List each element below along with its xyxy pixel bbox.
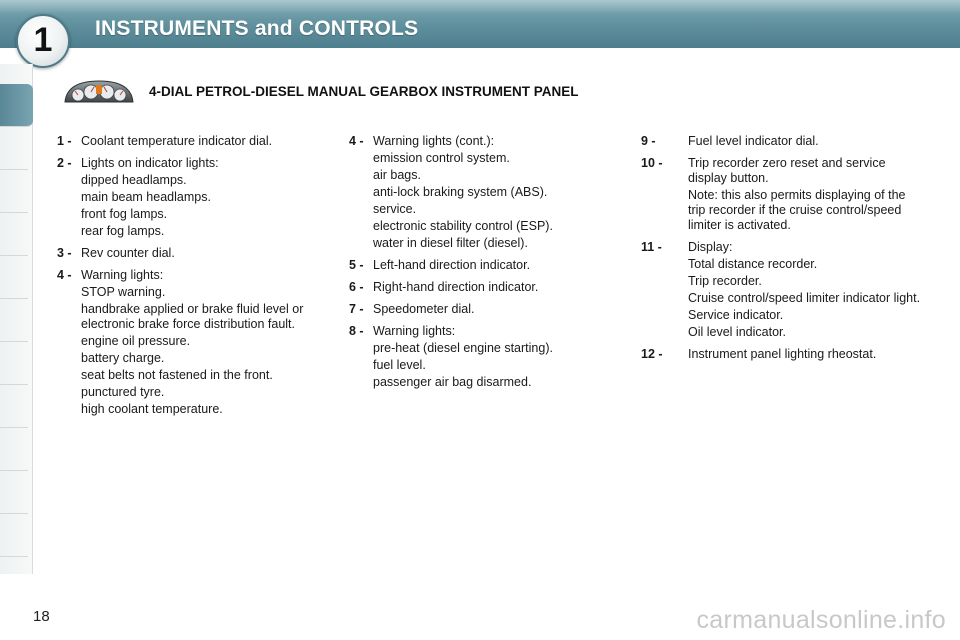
- legend-entry: [349, 280, 609, 295]
- chapter-number: 1: [33, 21, 53, 59]
- legend-subitem: engine oil pressure.: [81, 334, 191, 348]
- legend-subitem: service.: [373, 202, 417, 216]
- legend-sublist: [57, 285, 332, 417]
- legend-column-1: [57, 134, 332, 424]
- legend-entry: [641, 156, 921, 233]
- legend-entry: [349, 258, 609, 273]
- legend-text: Coolant temperature indicator dial.: [81, 134, 273, 148]
- legend-subitem: water in diesel filter (diesel).: [373, 236, 528, 250]
- legend-text: Warning lights (cont.):: [373, 134, 495, 148]
- legend-number: 4 -: [349, 134, 364, 148]
- legend-text: Fuel level indicator dial.: [688, 134, 819, 148]
- legend-sublist: [57, 173, 332, 239]
- side-tab-chapter-4[interactable]: [0, 213, 28, 256]
- legend-entry: [57, 156, 332, 239]
- legend-text: Lights on indicator lights:: [81, 156, 219, 170]
- legend-entry: [349, 324, 609, 390]
- legend-entry-head: [349, 280, 609, 295]
- section-title: 4-DIAL PETROL-DIESEL MANUAL GEARBOX INSTRUMENT PANEL: [149, 84, 579, 99]
- legend-text: Rev counter dial.: [81, 246, 175, 260]
- legend-number: 11 -: [641, 240, 662, 254]
- legend-entry-head: [641, 347, 921, 362]
- header-shine: [0, 0, 960, 14]
- legend-entry-head: [349, 302, 609, 317]
- legend-number: 6 -: [349, 280, 364, 294]
- legend-text: Instrument panel lighting rheostat.: [688, 347, 877, 361]
- legend-subitem: anti-lock braking system (ABS).: [373, 185, 548, 199]
- legend-subitem: main beam headlamps.: [81, 190, 211, 204]
- legend-subitem: emission control system.: [373, 151, 510, 165]
- page-number: 18: [33, 608, 50, 625]
- legend-number: 7 -: [349, 302, 364, 316]
- side-tab-chapter-9[interactable]: [0, 428, 28, 471]
- legend-column-3: [641, 134, 921, 369]
- legend-entry: [349, 134, 609, 251]
- legend-subitem: Trip recorder.: [688, 274, 762, 288]
- legend-subitem: Note: this also permits displaying of the trip recorder if the cruise control/speed limiter is activated.: [688, 188, 906, 232]
- legend-entry-head: [57, 156, 332, 171]
- side-tab-chapter-5[interactable]: [0, 256, 28, 299]
- legend-entry-head: [641, 134, 921, 149]
- legend-entry: [641, 134, 921, 149]
- legend-entry-head: [641, 156, 921, 186]
- chapter-title: INSTRUMENTS and CONTROLS: [95, 17, 419, 40]
- side-tab-chapter-11[interactable]: [0, 514, 28, 557]
- legend-subitem: dipped headlamps.: [81, 173, 187, 187]
- side-tab-chapter-1[interactable]: [0, 84, 33, 127]
- legend-entry: [349, 302, 609, 317]
- legend-subitem: punctured tyre.: [81, 385, 165, 399]
- legend-number: 12 -: [641, 347, 663, 361]
- side-tab-chapter-7[interactable]: [0, 342, 28, 385]
- legend-sublist: [349, 341, 609, 390]
- legend-subitem: seat belts not fastened in the front.: [81, 368, 273, 382]
- chapter-badge: [16, 14, 70, 68]
- legend-entry-head: [57, 268, 332, 283]
- legend-subitem: pre-heat (diesel engine starting).: [373, 341, 553, 355]
- side-tab-strip: [0, 64, 33, 574]
- legend-number: 5 -: [349, 258, 364, 272]
- legend-entry: [641, 240, 921, 340]
- legend-subitem: STOP warning.: [81, 285, 166, 299]
- legend-number: 1 -: [57, 134, 72, 148]
- legend-entry-head: [57, 134, 332, 149]
- legend-entry-head: [57, 246, 332, 261]
- legend-entry: [57, 246, 332, 261]
- legend-subitem: high coolant temperature.: [81, 402, 223, 416]
- side-tab-chapter-10[interactable]: [0, 471, 28, 514]
- legend-text: Trip recorder zero reset and service display button.: [688, 156, 886, 185]
- legend-subitem: air bags.: [373, 168, 421, 182]
- side-tab-chapter-2[interactable]: [0, 127, 28, 170]
- side-tab-chapter-3[interactable]: [0, 170, 28, 213]
- legend-sublist: [641, 188, 921, 233]
- legend-entry-head: [349, 324, 609, 339]
- legend-text: Warning lights:: [373, 324, 456, 338]
- legend-number: 8 -: [349, 324, 364, 338]
- legend-entry-head: [349, 258, 609, 273]
- legend-subitem: fuel level.: [373, 358, 426, 372]
- legend-entry: [641, 347, 921, 362]
- side-tab-chapter-6[interactable]: [0, 299, 28, 342]
- side-tab-chapter-8[interactable]: [0, 385, 28, 428]
- watermark: carmanualsonline.info: [696, 606, 946, 634]
- legend-subitem: battery charge.: [81, 351, 165, 365]
- legend-text: Right-hand direction indicator.: [373, 280, 539, 294]
- legend-text: Speedometer dial.: [373, 302, 475, 316]
- legend-entry: [57, 268, 332, 417]
- legend-number: 2 -: [57, 156, 72, 170]
- legend-number: 9 -: [641, 134, 656, 148]
- legend-number: 4 -: [57, 268, 72, 282]
- legend-subitem: Oil level indicator.: [688, 325, 786, 339]
- legend-subitem: passenger air bag disarmed.: [373, 375, 532, 389]
- legend-subitem: front fog lamps.: [81, 207, 168, 221]
- legend-column-2: [349, 134, 609, 397]
- legend-text: Warning lights:: [81, 268, 164, 282]
- legend-text: Display:: [688, 240, 733, 254]
- legend-subitem: rear fog lamps.: [81, 224, 165, 238]
- legend-entry-head: [349, 134, 609, 149]
- legend-subitem: Total distance recorder.: [688, 257, 818, 271]
- legend-subitem: electronic stability control (ESP).: [373, 219, 553, 233]
- instrument-panel-icon: [63, 78, 135, 106]
- legend-subitem: Cruise control/speed limiter indicator light.: [688, 291, 921, 305]
- legend-number: 3 -: [57, 246, 72, 260]
- legend-sublist: [641, 257, 921, 340]
- legend-entry: [57, 134, 332, 149]
- legend-sublist: [349, 151, 609, 251]
- legend-number: 10 -: [641, 156, 663, 170]
- legend-subitem: Service indicator.: [688, 308, 784, 322]
- header-bar: [0, 0, 960, 48]
- legend-text: Left-hand direction indicator.: [373, 258, 531, 272]
- legend-entry-head: [641, 240, 921, 255]
- legend-subitem: handbrake applied or brake fluid level or electronic brake force distribution fault.: [81, 302, 304, 331]
